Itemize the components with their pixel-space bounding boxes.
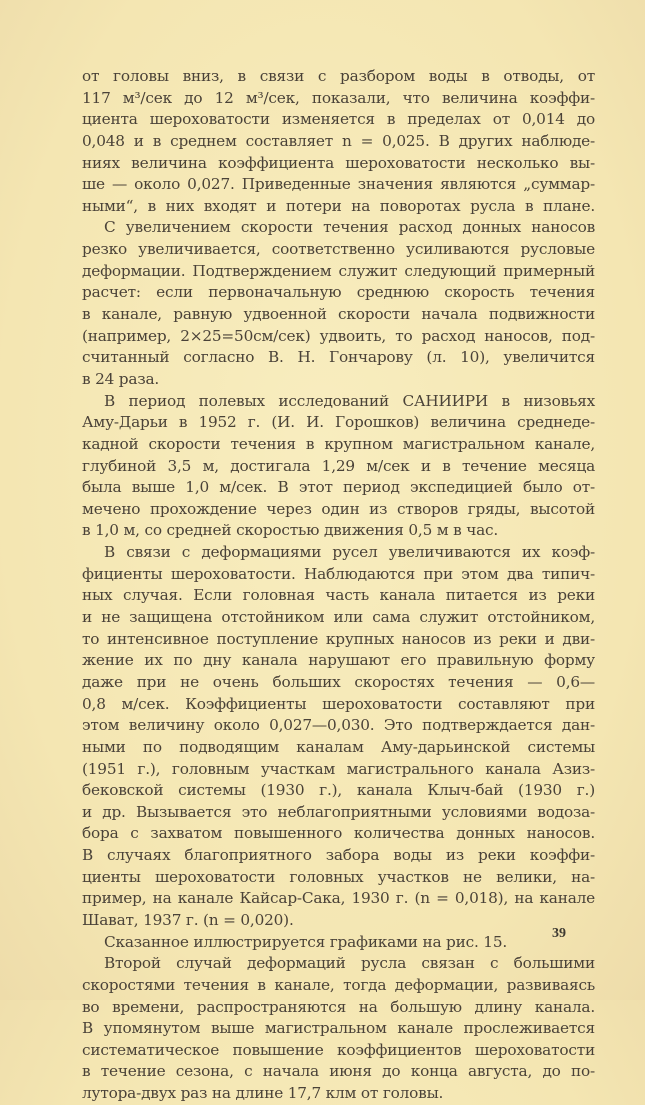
page-number: 39 (552, 926, 566, 941)
text-line: бора с захватом повышенного количества донных наносов. (82, 824, 595, 843)
text-line: ных случая. Если головная часть канала питается из реки (82, 586, 595, 605)
text-line: ными по подводящим каналам Аму-дарьинской системы (82, 737, 595, 756)
text-line: Второй случай деформаций русла связан с большими (104, 954, 595, 973)
text-line: в 1,0 м, со средней скоростью движения 0,5 м в час. (82, 521, 499, 540)
text-line: В связи с деформациями русел увеличиваются их коэф- (104, 543, 595, 562)
text-line: резко увеличивается, соответственно усиливаются русловые (82, 240, 595, 259)
text-line: С увеличением скорости течения расход донных наносов (104, 218, 595, 237)
text-line: В период полевых исследований САНИИРИ в низовьях (104, 391, 595, 410)
text-line: В упомянутом выше магистральном канале прослеживается (82, 1019, 595, 1038)
text-line: была выше 1,0 м/сек. В этот период экспедицией было от- (82, 478, 595, 497)
text-line: бековской системы (1930 г.), канала Клыч-бай (1930 г.) (82, 781, 595, 800)
text-line: мечено прохождение через один из створов гряды, высотой (82, 499, 595, 518)
text-line: в 24 раза. (82, 369, 160, 388)
text-line: в канале, равную удвоенной скорости начала подвижности (82, 305, 595, 324)
text-line: циента шероховатости изменяется в пределах от 0,014 до (82, 110, 595, 129)
text-line: жение их по дну канала нарушают его правильную форму (82, 651, 595, 670)
text-line: во времени, распространяются на большую длину канала. (82, 997, 595, 1016)
text-line: пример, на канале Кайсар-Сака, 1930 г. (n = 0,018), на канале (82, 889, 595, 908)
text-line: В случаях благоприятного забора воды из реки коэффи- (82, 846, 595, 865)
text-line: 0,048 и в среднем составляет n = 0,025. В других наблюде- (82, 131, 595, 150)
text-line: циенты шероховатости головных участков не велики, на- (82, 867, 595, 886)
text-line: систематическое повышение коэффициентов шероховатости (82, 1040, 595, 1059)
text-line: фициенты шероховатости. Наблюдаются при этом два типич- (82, 564, 595, 583)
text-line: даже при не очень больших скоростях течения — 0,6— (82, 672, 595, 691)
text-line: считанный согласно В. Н. Гончарову (л. 10), увеличится (82, 348, 595, 367)
text-line: Шават, 1937 г. (n = 0,020). (82, 910, 294, 929)
text-line: 117 м³/сек до 12 м³/сек, показали, что величина коэффи- (82, 88, 595, 107)
text-line: глубиной 3,5 м, достигала 1,29 м/сек и в течение месяца (82, 456, 595, 475)
text-line: ными“, в них входят и потери на поворотах русла в плане. (82, 196, 595, 215)
text-line: расчет: если первоначальную среднюю скорость течения (82, 283, 595, 302)
text-line: Сказанное иллюстрируется графиками на рис. 15. (104, 932, 508, 951)
text-line: деформации. Подтверждением служит следующий примерный (82, 261, 595, 280)
text-line: Аму-Дарьи в 1952 г. (И. И. Горошков) величина среднеде- (82, 413, 595, 432)
text-line: (1951 г.), головным участкам магистрального канала Азиз- (82, 759, 595, 778)
text-line: то интенсивное поступление крупных наносов из реки и дви- (82, 629, 595, 648)
body-text (82, 66, 595, 1105)
text-line: ше — около 0,027. Приведенные значения являются „суммар- (82, 175, 595, 194)
text-line: этом величину около 0,027—0,030. Это подтверждается дан- (82, 716, 595, 735)
text-line: (например, 2×25=50см/сек) удвоить, то расход наносов, под- (82, 326, 595, 345)
text-line: ниях величина коэффициента шероховатости несколько вы- (82, 153, 595, 172)
text-line: 0,8 м/сек. Коэффициенты шероховатости составляют при (82, 694, 595, 713)
text-line: скоростями течения в канале, тогда деформации, развиваясь (82, 975, 595, 994)
text-line: кадной скорости течения в крупном магистральном канале, (82, 434, 595, 453)
text-line: и др. Вызывается это неблагоприятными условиями водоза- (82, 802, 595, 821)
text-line: и не защищена отстойником или сама служит отстойником, (82, 608, 595, 627)
text-line: лутора-двух раз на длине 17,7 клм от головы. (82, 1084, 444, 1103)
text-line: в течение сезона, с начала июня до конца августа, до по- (82, 1062, 595, 1081)
text-line: от головы вниз, в связи с разбором воды в отводы, от (82, 67, 595, 85)
